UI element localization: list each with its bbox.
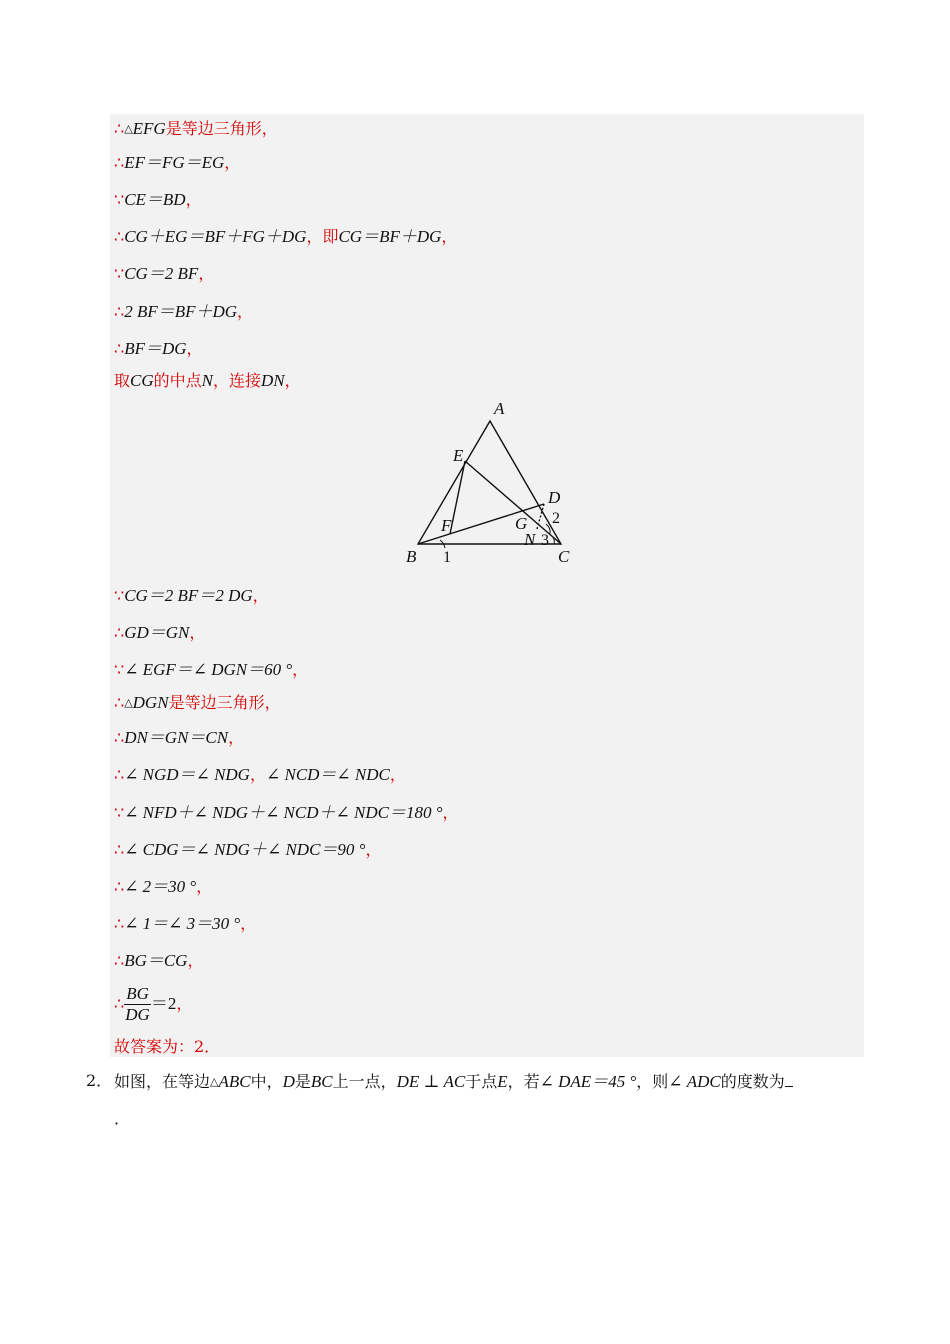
geometry-figure (406, 400, 576, 570)
triangle-symbol: △ (210, 1075, 219, 1088)
text-run: 是等边三角形， (165, 119, 278, 138)
answer-line: 故答案为：2． (114, 1037, 221, 1056)
label-2: 2 (552, 510, 560, 527)
math-expr: DN (261, 371, 285, 390)
punct: ， (240, 914, 257, 933)
step-line (114, 692, 281, 714)
math-expr: ∠ NGD＝∠ NDG (124, 765, 250, 784)
math-expr: 2 BF＝BF＋DG (124, 302, 238, 321)
label-f: F (441, 516, 452, 535)
punct: ， (185, 190, 202, 209)
therefore-symbol: ∴ (114, 951, 125, 970)
step-line (114, 622, 205, 644)
math-expr: CG＋EG＝BF＋FG＋DG (124, 227, 307, 246)
text-run: 于点 (465, 1072, 498, 1091)
math-expr: ∠ 2＝30 ° (124, 877, 197, 896)
step-line (114, 370, 301, 392)
math-expr: DE ⊥ AC (396, 1072, 466, 1091)
therefore-symbol: ∴ (114, 877, 125, 896)
math-expr: BF＝DG (124, 339, 187, 358)
label-c: C (558, 547, 570, 566)
math-expr: CG＝2 BF＝2 DG (124, 586, 253, 605)
segment-ef (450, 461, 465, 534)
punct: ， (389, 765, 406, 784)
label-d: D (548, 488, 561, 507)
text-run: 如图，在等边 (114, 1072, 211, 1091)
step-line (114, 876, 212, 898)
because-symbol: ∵ (114, 190, 125, 209)
math-expr: N (201, 371, 213, 390)
math-expr: CG (130, 371, 154, 390)
punct: ， (186, 339, 203, 358)
step-line (114, 152, 240, 174)
punct: ， (365, 840, 382, 859)
math-expr: GD＝GN (124, 623, 190, 642)
math-expr: E (497, 1072, 508, 1091)
text-run: 上一点， (332, 1072, 397, 1091)
therefore-symbol: ∴ (114, 623, 125, 642)
because-symbol: ∵ (114, 803, 125, 822)
text-run: 是等边三角形， (168, 693, 281, 712)
text-run: 取 (114, 371, 131, 390)
math-expr: DN＝GN＝CN (124, 728, 229, 747)
math-expr: ∠ CDG＝∠ NDG＋∠ NDC＝90 ° (124, 840, 366, 859)
because-symbol: ∵ (114, 264, 125, 283)
punct: ， (292, 660, 309, 679)
punct: ， (198, 264, 215, 283)
because-symbol: ∵ (114, 660, 125, 679)
punct: ， (224, 153, 241, 172)
fraction-numerator: BG (126, 984, 149, 1003)
step-line (114, 764, 406, 786)
therefore-symbol: ∴ (114, 728, 125, 747)
therefore-symbol: ∴ (114, 994, 125, 1013)
text-run: 是 (294, 1072, 311, 1091)
text-run: 的度数为 (720, 1072, 785, 1091)
label-n: N (524, 530, 536, 549)
therefore-symbol: ∴ (114, 339, 125, 358)
punct: ， (228, 728, 245, 747)
math-expr: ∠ ADC (668, 1072, 721, 1091)
step-line (114, 913, 256, 935)
math-expr: EFG (132, 119, 166, 138)
math-expr: DGN (132, 693, 169, 712)
math-expr: EF＝FG＝EG (124, 153, 225, 172)
punct: ， (249, 765, 266, 784)
step-line (114, 659, 308, 681)
punct: ， (284, 371, 301, 390)
math-expr: CG＝2 BF (124, 264, 199, 283)
text-run: ，即 (306, 227, 339, 246)
text-run: ，若 (507, 1072, 540, 1091)
therefore-symbol: ∴ (114, 840, 125, 859)
step-line (114, 839, 381, 861)
math-expr: ∠ EGF＝∠ DGN＝60 ° (124, 660, 293, 679)
math-expr: ∠ 1＝∠ 3＝30 ° (124, 914, 241, 933)
step-line (114, 263, 214, 285)
step-line (114, 727, 244, 749)
math-expr: ＝2 (150, 994, 177, 1013)
therefore-symbol: ∴ (114, 693, 125, 712)
fraction (124, 984, 151, 1025)
punct: ， (252, 586, 269, 605)
question-tail: ． (114, 1109, 131, 1128)
triangle-symbol: △ (124, 697, 133, 709)
question-text (114, 1070, 793, 1093)
text-run: ，则 (636, 1072, 669, 1091)
punct: ， (176, 994, 193, 1013)
text-run: 中， (250, 1072, 283, 1091)
therefore-symbol: ∴ (114, 227, 125, 246)
because-symbol: ∵ (114, 586, 125, 605)
question-number: 2． (86, 1071, 113, 1090)
therefore-symbol: ∴ (114, 119, 125, 138)
text-run: ，连接 (213, 371, 262, 390)
step-line (114, 585, 269, 607)
step-line (114, 338, 203, 360)
math-expr: BC (310, 1072, 333, 1091)
fraction-denominator: DG (125, 1005, 150, 1024)
math-expr: CG＝BF＋DG (338, 227, 442, 246)
label-e: E (453, 446, 464, 465)
solution-panel (110, 114, 864, 1057)
label-1: 1 (443, 549, 451, 566)
step-line (114, 226, 457, 248)
therefore-symbol: ∴ (114, 153, 125, 172)
step-line (114, 301, 253, 323)
math-expr: CE＝BD (124, 190, 186, 209)
label-g: G (515, 514, 528, 533)
punct: ， (237, 302, 254, 321)
fraction-line (114, 982, 192, 1028)
therefore-symbol: ∴ (114, 302, 125, 321)
punct: ， (442, 803, 459, 822)
step-line (114, 189, 202, 211)
math-expr: ABC (218, 1072, 251, 1091)
text-run: 的中点 (153, 371, 202, 390)
math-expr: BG＝CG (124, 951, 188, 970)
math-expr: ∠ NFD＋∠ NDG＋∠ NCD＋∠ NDC＝180 ° (124, 803, 443, 822)
punct: ， (196, 877, 213, 896)
punct: ， (189, 623, 206, 642)
math-expr: ∠ NCD＝∠ NDC (265, 765, 390, 784)
step-line (114, 118, 278, 140)
label-3: 3 (541, 532, 549, 549)
triangle-symbol: △ (124, 123, 133, 135)
label-a: A (494, 400, 505, 418)
step-line (114, 802, 459, 824)
punct: ， (187, 951, 204, 970)
therefore-symbol: ∴ (114, 914, 125, 933)
math-expr: D (282, 1072, 295, 1091)
therefore-symbol: ∴ (114, 765, 125, 784)
math-expr: ∠ DAE＝45 ° (539, 1072, 637, 1091)
step-line (114, 950, 203, 972)
answer-blank[interactable] (785, 1070, 793, 1087)
label-b: B (406, 547, 417, 566)
punct: ， (441, 227, 458, 246)
